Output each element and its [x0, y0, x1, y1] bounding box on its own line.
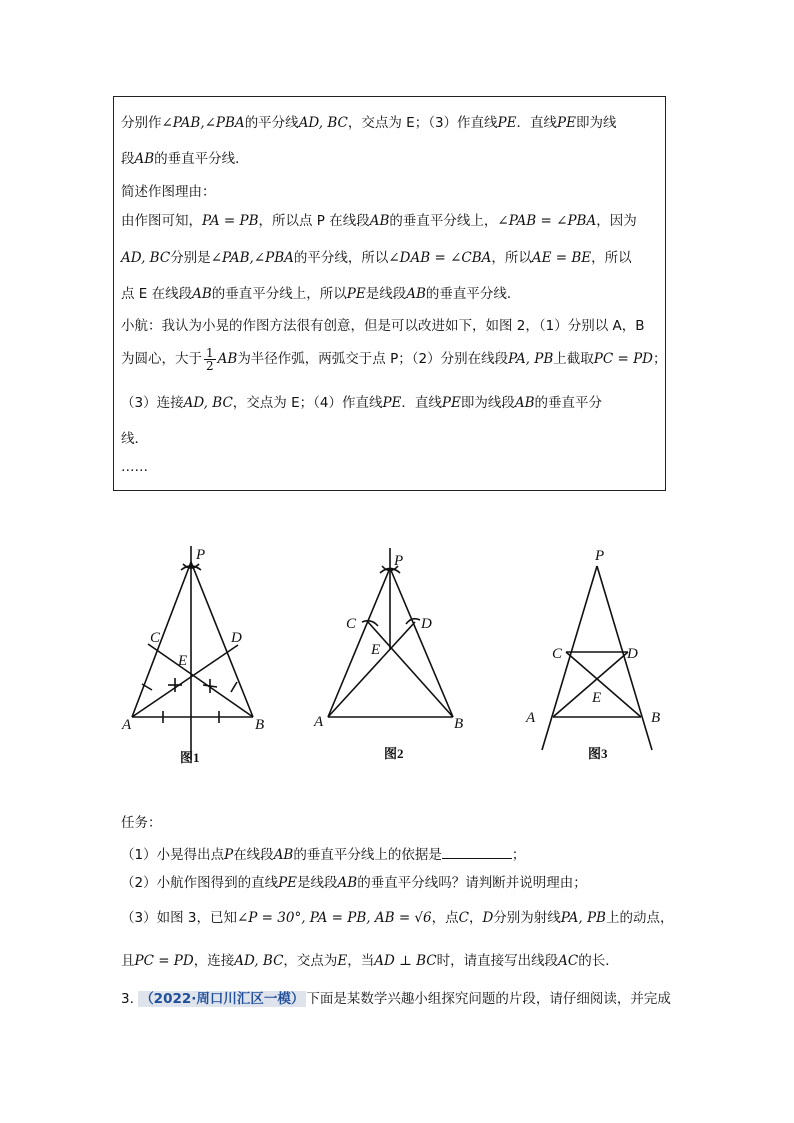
text: 的垂直平分线上的依据是 — [293, 847, 442, 863]
text: ．直线 — [401, 395, 442, 411]
math: AB — [337, 875, 358, 891]
task-q3 — [121, 909, 673, 927]
text: 的垂直平分线上，所以 — [211, 286, 347, 302]
text: 即为线段 — [460, 395, 515, 411]
text: ， — [468, 910, 483, 926]
text: （3）连接 — [121, 395, 184, 411]
text: ，交点为 E；（4）作直线 — [232, 395, 383, 411]
text: ，所以点 P 在线段 — [258, 213, 370, 229]
figure-1 — [132, 546, 253, 760]
text: 的平分线 — [244, 115, 299, 131]
text: （1）小晃得出点 — [121, 847, 225, 863]
text: 是线段 — [365, 286, 407, 302]
label-A: A — [122, 717, 132, 733]
problem-number: 3. — [121, 991, 134, 1007]
text: ，点 — [431, 910, 459, 926]
math: PE — [278, 875, 298, 891]
math: PE — [497, 115, 517, 131]
math: AB — [134, 151, 155, 167]
text: 的垂直平分线吗？请判断并说明理由； — [357, 875, 587, 891]
caption-fig1: 图1 — [180, 750, 200, 765]
segment-AD — [553, 652, 628, 717]
math: AB — [273, 847, 294, 863]
ray-PA — [542, 566, 597, 750]
task-q2 — [121, 874, 587, 892]
text: 上的动点， — [605, 910, 674, 926]
math: AB — [514, 395, 535, 411]
box-line-4 — [121, 212, 637, 230]
box-line-5 — [121, 249, 632, 267]
text: ，因为 — [596, 213, 637, 229]
math: E — [337, 953, 348, 969]
text: ，连接 — [193, 953, 235, 969]
text: 的垂直平分线． — [425, 286, 521, 302]
box-line-10: 线． — [121, 431, 148, 447]
math: PE — [382, 395, 402, 411]
fraction — [204, 347, 216, 372]
label-E: E — [592, 690, 602, 706]
math: ∠P = 30°, PA = PB, AB = √6 — [236, 910, 432, 926]
text: 为半径作弧，两弧交于点 P；（2）分别在线段 — [237, 351, 509, 367]
label-P: P — [196, 547, 206, 563]
fraction-numerator: 1 — [206, 345, 214, 360]
label-C: C — [346, 616, 357, 632]
math: AD ⊥ BC — [374, 953, 437, 969]
segment-PB — [390, 568, 453, 717]
label-B: B — [454, 716, 464, 732]
math: AB — [192, 286, 212, 302]
text: 且 — [121, 953, 135, 969]
math: AE = BE — [531, 250, 592, 266]
label-C: C — [552, 646, 563, 662]
fraction-denominator: 2 — [206, 358, 214, 373]
text: 的垂直平分线． — [154, 151, 249, 167]
text: 的长． — [578, 953, 619, 969]
segment-PA — [132, 562, 191, 717]
label-B: B — [651, 710, 661, 726]
text: 的垂直平分线上， — [389, 213, 498, 229]
math: PC = PD — [134, 953, 194, 969]
box-line-9 — [121, 394, 602, 412]
label-C: C — [150, 630, 161, 646]
math: ∠PAB,∠PBA — [161, 115, 245, 131]
text: 分别作 — [121, 115, 162, 131]
box-line-11: …… — [121, 459, 148, 475]
text: 分别是 — [170, 250, 211, 266]
text: ，交点为 E；（3）作直线 — [347, 115, 498, 131]
math: AB — [369, 213, 390, 229]
math: C — [458, 910, 469, 926]
label-P: P — [595, 548, 605, 564]
math: PA = PB — [202, 213, 259, 229]
label-P: P — [394, 553, 404, 569]
math: ∠PAB = ∠PBA — [497, 213, 597, 229]
math: AD, BC — [298, 115, 348, 131]
math: ∠PAB,∠PBA — [210, 250, 294, 266]
box-line-2 — [121, 150, 249, 168]
figures — [110, 540, 690, 780]
text: ．直线 — [516, 115, 557, 131]
text: 由作图可知， — [121, 213, 202, 229]
answer-blank[interactable] — [442, 844, 512, 859]
text: 段 — [121, 151, 135, 167]
text: 时，请直接写出线段 — [436, 953, 559, 969]
label-A: A — [314, 714, 324, 730]
task-q3-cont — [121, 952, 619, 970]
math: AD, BC — [234, 953, 284, 969]
math: AD, BC — [121, 250, 171, 266]
segment-BC — [148, 644, 253, 717]
ray-PB — [597, 566, 652, 750]
math: AD, BC — [183, 395, 233, 411]
text: （2）小航作图得到的直线 — [121, 875, 279, 891]
label-D: D — [627, 646, 638, 662]
text: 即为线 — [575, 115, 617, 131]
text: ，当 — [347, 953, 375, 969]
text: ，交点为 — [283, 953, 338, 969]
math: PA, PB — [508, 351, 554, 367]
text: 分别为射线 — [493, 910, 561, 926]
task-title: 任务： — [121, 815, 162, 831]
text: ，所以 — [491, 250, 532, 266]
math: P — [224, 847, 234, 863]
tick-mark — [231, 682, 237, 692]
box-line-3: 简述作图理由： — [121, 184, 216, 200]
box-line-8 — [121, 345, 667, 373]
math: AB — [217, 351, 238, 367]
math: D — [482, 910, 494, 926]
math: PE — [346, 286, 366, 302]
label-D: D — [421, 616, 432, 632]
text: 在线段 — [233, 847, 274, 863]
math: PE — [441, 395, 461, 411]
figure-2 — [328, 548, 453, 717]
task-q1 — [121, 844, 525, 864]
label-E: E — [371, 642, 381, 658]
math: ∠DAB = ∠CBA — [388, 250, 492, 266]
text: 是线段 — [297, 875, 338, 891]
text: 为圆心，大于 — [121, 351, 202, 367]
text: 上截取 — [553, 351, 594, 367]
source-tag[interactable]: （2022·周口川汇区一模） — [140, 991, 305, 1007]
segment-PB — [191, 562, 253, 717]
segment-AD — [328, 622, 415, 717]
text: ； — [511, 847, 526, 863]
text: 点 E 在线段 — [121, 286, 193, 302]
math: PC = PD — [593, 351, 653, 367]
math: PA, PB — [560, 910, 606, 926]
label-D: D — [231, 630, 242, 646]
text: 下面是某数学兴趣小组探究问题的片段，请仔细阅读，并完成 — [306, 991, 671, 1007]
label-A: A — [526, 710, 536, 726]
text: ，所以 — [591, 250, 632, 266]
text: （3）如图 3，已知 — [121, 910, 237, 926]
box-line-6 — [121, 285, 520, 303]
label-E: E — [178, 653, 188, 669]
text: 的平分线，所以 — [293, 250, 389, 266]
box-line-1 — [121, 114, 616, 132]
box-line-7: 小航：我认为小晃的作图方法很有创意，但是可以改进如下，如图 2，（1）分别以 A，B — [121, 318, 645, 334]
segment-PA — [328, 568, 390, 717]
caption-fig3: 图3 — [588, 746, 608, 761]
math: AB — [406, 286, 426, 302]
segment-BC — [368, 622, 453, 717]
caption-fig2: 图2 — [384, 746, 404, 761]
math: AC — [558, 953, 579, 969]
next-problem — [121, 990, 671, 1008]
text: 的垂直平分 — [534, 395, 603, 411]
text: ； — [653, 351, 667, 367]
math: PE — [557, 115, 576, 131]
label-B: B — [255, 717, 265, 733]
